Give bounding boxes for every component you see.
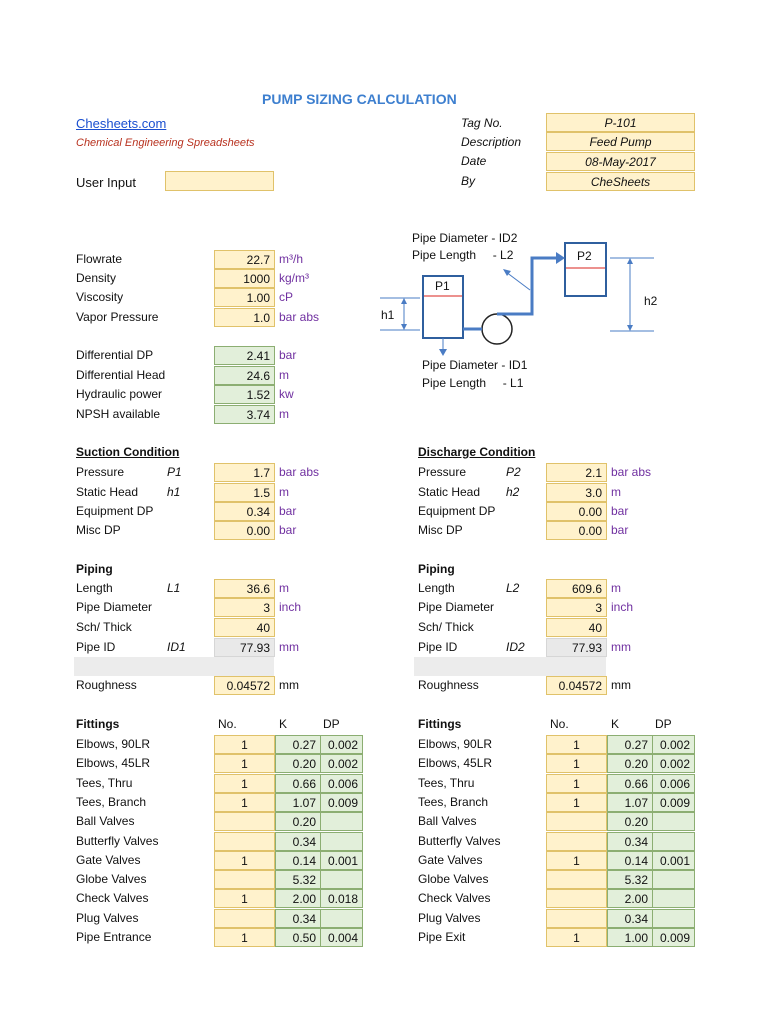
fitting-dp-value: 0.001 <box>320 851 363 870</box>
fitting-label: Ball Valves <box>76 814 135 828</box>
by-label: By <box>461 174 476 188</box>
discharge-static-head-unit: m <box>611 485 621 499</box>
fitting-count-input[interactable]: 1 <box>214 735 275 754</box>
fitting-count-input[interactable] <box>546 812 607 831</box>
pump-diagram <box>370 222 670 397</box>
pump-circle <box>482 314 512 344</box>
discharge-length-unit: m <box>611 581 621 595</box>
fitting-count-input[interactable] <box>214 832 275 851</box>
leader-top <box>506 272 530 290</box>
discharge-pressure-symbol: P2 <box>506 465 521 479</box>
user-input-label: User Input <box>76 175 136 190</box>
discharge-roughness-label: Roughness <box>418 678 479 692</box>
discharge-length-input[interactable]: 609.6 <box>546 579 607 598</box>
fitting-label: Tees, Branch <box>76 795 147 809</box>
suction-sch-input[interactable]: 40 <box>214 618 275 637</box>
h2-arrow-up <box>627 258 633 264</box>
fitting-label: Pipe Exit <box>418 930 466 944</box>
discharge-misc-dp-label: Misc DP <box>418 523 463 537</box>
fitting-count-input[interactable]: 1 <box>546 793 607 812</box>
fitting-count-input[interactable]: 1 <box>546 851 607 870</box>
suction-static-head-unit: m <box>279 485 289 499</box>
fitting-label: Butterfly Valves <box>418 834 501 848</box>
fitting-label: Ball Valves <box>418 814 477 828</box>
fitting-k-value: 0.14 <box>275 851 321 870</box>
vapor-pressure-label: Vapor Pressure <box>76 310 159 324</box>
fitting-label: Butterfly Valves <box>76 834 159 848</box>
suction-pressure-symbol: P1 <box>167 465 182 479</box>
discharge-length-symbol: L2 <box>506 581 520 595</box>
fitting-label: Elbows, 45LR <box>418 756 493 770</box>
h1-label: h1 <box>381 308 395 322</box>
fitting-k-value: 0.50 <box>275 928 321 947</box>
density-label: Density <box>76 271 117 285</box>
fitting-k-value: 5.32 <box>275 870 321 889</box>
tag-label: Tag No. <box>461 116 503 130</box>
fitting-count-input[interactable]: 1 <box>214 889 275 908</box>
discharge-pressure-input[interactable]: 2.1 <box>546 463 607 482</box>
fitting-label: Tees, Branch <box>418 795 489 809</box>
discharge-pipe-id-unit: mm <box>611 640 631 654</box>
fitting-k-value: 0.20 <box>275 812 321 831</box>
user-input-legend-cell <box>165 171 274 191</box>
differential-dp-unit: bar <box>279 348 297 362</box>
date-input[interactable]: 08-May-2017 <box>546 152 695 171</box>
discharge-roughness-unit: mm <box>611 678 631 692</box>
vessel-p2-label: P2 <box>577 249 592 263</box>
suction-piping-heading: Piping <box>76 562 113 576</box>
suction-equipment-dp-input[interactable]: 0.34 <box>214 502 275 521</box>
suction-misc-dp-input[interactable]: 0.00 <box>214 521 275 540</box>
suction-roughness-input[interactable]: 0.04572 <box>214 676 275 695</box>
discharge-diameter-label: Pipe Diameter <box>418 600 495 614</box>
fitting-count-input[interactable]: 1 <box>546 735 607 754</box>
fitting-count-input[interactable]: 1 <box>546 928 607 947</box>
fitting-dp-value <box>320 812 363 831</box>
fitting-label: Pipe Entrance <box>76 930 152 944</box>
fitting-label: Globe Valves <box>76 872 147 886</box>
fitting-count-input[interactable] <box>214 909 275 928</box>
density-input[interactable]: 1000 <box>214 269 275 288</box>
discharge-pipe <box>497 258 556 314</box>
fitting-dp-value: 0.001 <box>652 851 695 870</box>
fitting-dp-value <box>652 870 695 889</box>
fitting-count-input[interactable] <box>214 870 275 889</box>
brand-subtitle: Chemical Engineering Spreadsheets <box>76 137 255 149</box>
fitting-count-input[interactable] <box>546 870 607 889</box>
fitting-k-value: 0.66 <box>607 774 653 793</box>
fitting-label: Elbows, 45LR <box>76 756 151 770</box>
fitting-label: Check Valves <box>76 891 149 905</box>
fitting-label: Tees, Thru <box>418 776 475 790</box>
flowrate-input[interactable]: 22.7 <box>214 250 275 269</box>
h1-arrow-up <box>401 298 407 304</box>
fitting-label: Gate Valves <box>418 853 483 867</box>
suction-pipe-id-symbol: ID1 <box>167 640 186 654</box>
fitting-k-value: 0.20 <box>607 812 653 831</box>
hydraulic-power-value: 1.52 <box>214 385 275 404</box>
by-input[interactable]: CheSheets <box>546 172 695 191</box>
fitting-dp-value: 0.006 <box>320 774 363 793</box>
fitting-count-input[interactable]: 1 <box>214 754 275 773</box>
suction-pressure-input[interactable]: 1.7 <box>214 463 275 482</box>
fitting-dp-value: 0.006 <box>652 774 695 793</box>
vapor-pressure-unit: bar abs <box>279 310 320 324</box>
fitting-k-value: 2.00 <box>607 889 653 908</box>
diagram-bot-line2: Pipe Length - L1 <box>422 376 524 390</box>
fitting-dp-value <box>320 832 363 851</box>
fitting-label: Plug Valves <box>418 911 481 925</box>
discharge-arrowhead <box>556 252 565 264</box>
discharge-equipment-dp-label: Equipment DP <box>418 504 496 518</box>
fittings-left-col-no: No. <box>218 717 237 731</box>
fitting-dp-value: 0.009 <box>652 928 695 947</box>
hydraulic-power-unit: kw <box>279 387 294 401</box>
discharge-length-label: Length <box>418 581 455 595</box>
h2-label: h2 <box>644 294 658 308</box>
suction-length-symbol: L1 <box>167 581 181 595</box>
fitting-k-value: 0.34 <box>275 832 321 851</box>
discharge-pressure-unit: bar abs <box>611 465 652 479</box>
fitting-dp-value <box>652 812 695 831</box>
discharge-pressure-label: Pressure <box>418 465 467 479</box>
diagram-top-line1: Pipe Diameter - ID2 <box>412 231 518 245</box>
discharge-static-head-input[interactable]: 3.0 <box>546 483 607 502</box>
discharge-pipe-id-symbol: ID2 <box>506 640 525 654</box>
fittings-left-heading: Fittings <box>76 717 120 731</box>
viscosity-unit: cP <box>279 290 294 304</box>
differential-dp-value: 2.41 <box>214 346 275 365</box>
discharge-piping-heading: Piping <box>418 562 455 576</box>
fitting-count-input[interactable] <box>546 832 607 851</box>
viscosity-input[interactable]: 1.00 <box>214 288 275 307</box>
discharge-sch-label: Sch/ Thick <box>418 620 474 634</box>
fitting-k-value: 0.14 <box>607 851 653 870</box>
discharge-diameter-unit: inch <box>611 600 634 614</box>
fitting-k-value: 0.27 <box>607 735 653 754</box>
discharge-misc-dp-input[interactable]: 0.00 <box>546 521 607 540</box>
fitting-dp-value: 0.002 <box>320 735 363 754</box>
fitting-dp-value: 0.002 <box>320 754 363 773</box>
differential-head-label: Differential Head <box>76 368 166 382</box>
tag-input[interactable]: P-101 <box>546 113 695 132</box>
suction-roughness-unit: mm <box>279 678 299 692</box>
suction-static-head-input[interactable]: 1.5 <box>214 483 275 502</box>
fitting-label: Check Valves <box>418 891 491 905</box>
suction-equipment-dp-unit: bar <box>279 504 297 518</box>
fitting-count-input[interactable]: 1 <box>214 774 275 793</box>
fitting-k-value: 0.34 <box>607 832 653 851</box>
discharge-misc-dp-unit: bar <box>611 523 629 537</box>
discharge-static-head-label: Static Head <box>418 485 481 499</box>
brand-link[interactable]: Chesheets.com <box>76 116 167 131</box>
suction-equipment-dp-label: Equipment DP <box>76 504 154 518</box>
differential-head-value: 24.6 <box>214 366 275 385</box>
suction-pipe-id-label: Pipe ID <box>76 640 116 654</box>
fitting-k-value: 0.27 <box>275 735 321 754</box>
fitting-count-input[interactable]: 1 <box>546 774 607 793</box>
suction-misc-dp-label: Misc DP <box>76 523 121 537</box>
description-input[interactable]: Feed Pump <box>546 132 695 151</box>
fittings-right-heading: Fittings <box>418 717 462 731</box>
suction-static-head-label: Static Head <box>76 485 139 499</box>
discharge-blank-row <box>414 657 606 676</box>
fitting-k-value: 1.07 <box>607 793 653 812</box>
page-title: PUMP SIZING CALCULATION <box>262 91 457 107</box>
fittings-right-col-dp: DP <box>655 717 672 731</box>
fitting-dp-value: 0.018 <box>320 889 363 908</box>
fitting-dp-value <box>652 832 695 851</box>
fitting-k-value: 0.66 <box>275 774 321 793</box>
suction-length-unit: m <box>279 581 289 595</box>
fittings-right-col-k: K <box>611 717 620 731</box>
differential-dp-label: Differential DP <box>76 348 154 362</box>
fittings-right-col-no: No. <box>550 717 569 731</box>
suction-length-input[interactable]: 36.6 <box>214 579 275 598</box>
suction-pipe-id-unit: mm <box>279 640 299 654</box>
fitting-dp-value: 0.004 <box>320 928 363 947</box>
discharge-heading: Discharge Condition <box>418 445 536 459</box>
fitting-k-value: 0.34 <box>275 909 321 928</box>
suction-length-label: Length <box>76 581 113 595</box>
fitting-k-value: 0.34 <box>607 909 653 928</box>
suction-pipe-id-value: 77.93 <box>214 638 275 657</box>
fitting-k-value: 2.00 <box>275 889 321 908</box>
leader-bottom-head <box>439 349 447 356</box>
suction-diameter-unit: inch <box>279 600 302 614</box>
fitting-dp-value: 0.002 <box>652 754 695 773</box>
fitting-label: Gate Valves <box>76 853 141 867</box>
viscosity-label: Viscosity <box>76 290 124 304</box>
npsh-label: NPSH available <box>76 407 161 421</box>
discharge-pipe-id-label: Pipe ID <box>418 640 458 654</box>
discharge-static-head-symbol: h2 <box>506 485 520 499</box>
fitting-count-input[interactable] <box>546 909 607 928</box>
suction-sch-label: Sch/ Thick <box>76 620 132 634</box>
hydraulic-power-label: Hydraulic power <box>76 387 163 401</box>
suction-misc-dp-unit: bar <box>279 523 297 537</box>
vessel-p1-label: P1 <box>435 279 450 293</box>
h2-arrow-down <box>627 325 633 331</box>
fitting-label: Tees, Thru <box>76 776 133 790</box>
fitting-k-value: 1.07 <box>275 793 321 812</box>
fitting-dp-value: 0.002 <box>652 735 695 754</box>
density-unit: kg/m³ <box>279 271 309 285</box>
fitting-count-input[interactable]: 1 <box>214 793 275 812</box>
fitting-k-value: 0.20 <box>275 754 321 773</box>
flowrate-label: Flowrate <box>76 252 123 266</box>
fitting-dp-value <box>320 870 363 889</box>
discharge-equipment-dp-input[interactable]: 0.00 <box>546 502 607 521</box>
suction-static-head-symbol: h1 <box>167 485 181 499</box>
fitting-count-input[interactable]: 1 <box>546 754 607 773</box>
npsh-unit: m <box>279 407 289 421</box>
fitting-dp-value: 0.009 <box>652 793 695 812</box>
diagram-top-line2: Pipe Length - L2 <box>412 248 514 262</box>
suction-diameter-label: Pipe Diameter <box>76 600 153 614</box>
fitting-count-input[interactable]: 1 <box>214 851 275 870</box>
suction-blank-row <box>74 657 274 676</box>
fitting-dp-value <box>652 889 695 908</box>
fitting-k-value: 0.20 <box>607 754 653 773</box>
vapor-pressure-input[interactable]: 1.0 <box>214 308 275 327</box>
fitting-dp-value <box>652 909 695 928</box>
fitting-k-value: 5.32 <box>607 870 653 889</box>
discharge-equipment-dp-unit: bar <box>611 504 629 518</box>
h1-arrow-down <box>401 324 407 330</box>
description-label: Description <box>461 135 522 149</box>
fittings-left-col-dp: DP <box>323 717 340 731</box>
fitting-dp-value <box>320 909 363 928</box>
date-label: Date <box>461 154 487 168</box>
diagram-bot-line1: Pipe Diameter - ID1 <box>422 358 528 372</box>
fitting-count-input[interactable] <box>214 812 275 831</box>
fitting-label: Elbows, 90LR <box>76 737 151 751</box>
suction-diameter-input[interactable]: 3 <box>214 598 275 617</box>
fitting-count-input[interactable]: 1 <box>214 928 275 947</box>
discharge-sch-input[interactable]: 40 <box>546 618 607 637</box>
fittings-left-col-k: K <box>279 717 288 731</box>
discharge-pipe-id-value: 77.93 <box>546 638 607 657</box>
suction-pressure-label: Pressure <box>76 465 125 479</box>
fitting-k-value: 1.00 <box>607 928 653 947</box>
suction-roughness-label: Roughness <box>76 678 137 692</box>
differential-head-unit: m <box>279 368 289 382</box>
fitting-dp-value: 0.009 <box>320 793 363 812</box>
fitting-count-input[interactable] <box>546 889 607 908</box>
suction-pressure-unit: bar abs <box>279 465 320 479</box>
fitting-label: Globe Valves <box>418 872 489 886</box>
fitting-label: Plug Valves <box>76 911 139 925</box>
discharge-roughness-input[interactable]: 0.04572 <box>546 676 607 695</box>
npsh-value: 3.74 <box>214 405 275 424</box>
suction-heading: Suction Condition <box>76 445 180 459</box>
flowrate-unit: m³/h <box>279 252 303 266</box>
fitting-label: Elbows, 90LR <box>418 737 493 751</box>
discharge-diameter-input[interactable]: 3 <box>546 598 607 617</box>
